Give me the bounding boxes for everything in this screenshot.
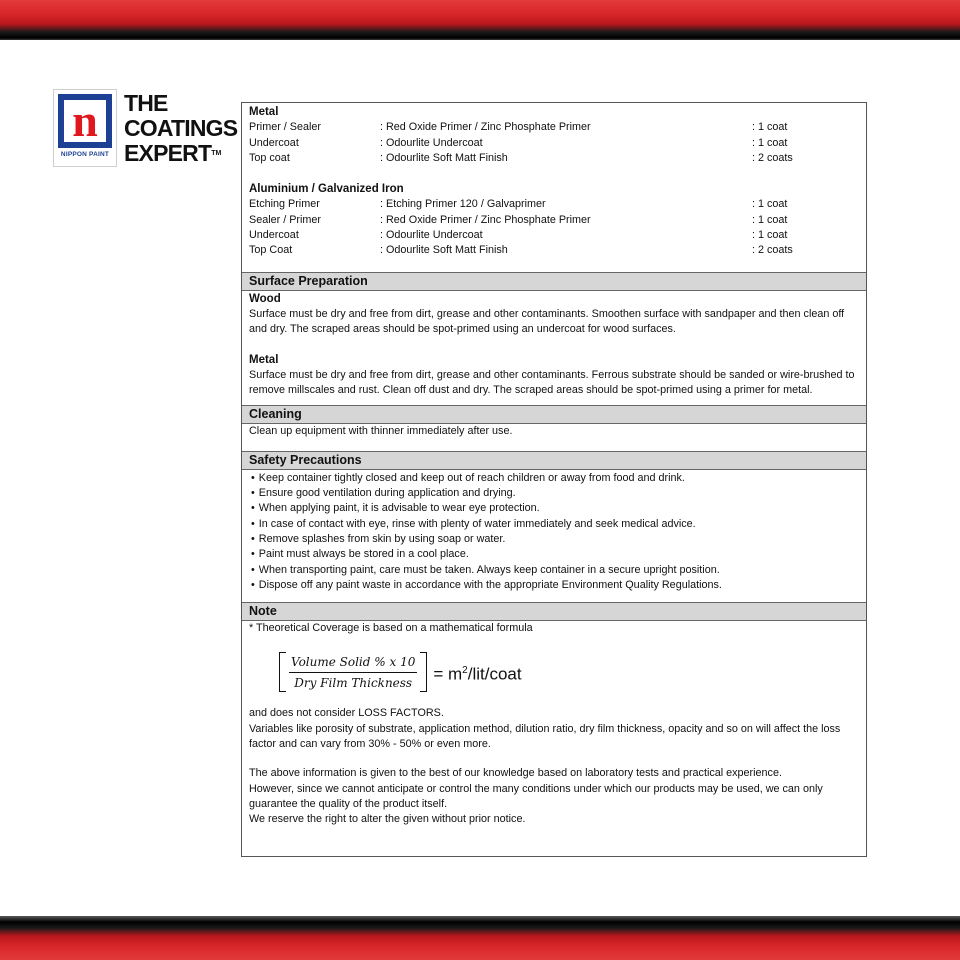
coat-count: : 2 coats — [752, 151, 793, 164]
system-row — [249, 120, 859, 135]
cleaning-body — [242, 424, 866, 450]
cleaning-text: Clean up equipment with thinner immediately after use. — [249, 425, 513, 438]
cleaning-heading: Cleaning — [242, 405, 866, 424]
formula-result-sup: 2 — [462, 664, 468, 676]
note-intro: * Theoretical Coverage is based on a mathematical formula — [249, 622, 533, 635]
coat-label: Sealer / Primer — [249, 213, 321, 226]
safety-body — [242, 470, 866, 602]
system-row — [249, 213, 859, 228]
tagline-line1: THE — [124, 90, 168, 116]
formula-denominator: Dry Film Thickness — [294, 675, 413, 690]
safety-heading: Safety Precautions — [242, 451, 866, 470]
list-item: • Paint must always be stored in a cool place. — [249, 547, 859, 562]
loss-factors-text: and does not consider LOSS FACTORS. — [249, 707, 444, 720]
variables-text: Variables like porosity of substrate, application method, dilution ratio, dry film thickness, opacity and so on will affect the loss factor and can vary from 30% - 50% or even more. — [249, 722, 841, 751]
tagline-line2: COATINGS — [124, 115, 238, 141]
coverage-formula — [279, 648, 859, 696]
coat-count: : 2 coats — [752, 244, 793, 257]
coat-count: : 1 coat — [752, 229, 788, 242]
list-item: • Remove splashes from skin by using soap or water. — [249, 532, 859, 547]
aluminium-heading: Aluminium / Galvanized Iron — [249, 183, 404, 196]
safety-list — [249, 471, 859, 593]
metal-prep-heading: Metal — [249, 353, 279, 366]
disclaimer-line2: However, since we cannot anticipate or control the many conditions under which our products may be used, we can only guarantee the quality of the product itself. — [249, 782, 823, 810]
coat-label: Primer / Sealer — [249, 121, 321, 134]
coat-product: : Red Oxide Primer / Zinc Phosphate Primer — [380, 121, 591, 134]
list-item: • When transporting paint, care must be taken. Always keep container in a secure upright position. — [249, 563, 859, 578]
coat-product: : Odourlite Soft Matt Finish — [380, 151, 508, 164]
disclaimer-line1: The above information is given to the best of our knowledge based on laboratory tests and practical experience. — [249, 767, 782, 780]
top-red-band — [0, 0, 960, 40]
list-item: • Keep container tightly closed and keep out of reach children or away from food and drink. — [249, 471, 859, 486]
coat-label: Top coat — [249, 151, 290, 164]
system-row — [249, 136, 859, 151]
metal-heading: Metal — [249, 106, 279, 118]
list-item: • Dispose off any paint waste in accordance with the appropriate Environment Quality Regulations. — [249, 578, 859, 593]
note-body — [242, 621, 866, 827]
wood-heading: Wood — [249, 292, 281, 305]
formula-fraction — [286, 653, 420, 692]
list-item: • Ensure good ventilation during application and drying. — [249, 486, 859, 501]
system-row — [249, 151, 859, 166]
formula-result-prefix: = m — [433, 664, 463, 684]
note-heading: Note — [242, 602, 866, 621]
tagline-line3-text: EXPERT — [124, 140, 212, 166]
logo-badge — [53, 89, 117, 167]
bottom-red-band — [0, 916, 960, 960]
trademark-mark: TM — [211, 150, 222, 157]
metal-system — [242, 103, 866, 166]
logo-tagline — [124, 91, 237, 166]
coat-label: Top Coat — [249, 244, 293, 257]
datasheet-box — [241, 102, 867, 857]
logo-letter: n — [72, 95, 98, 146]
coat-label: Undercoat — [249, 229, 299, 242]
list-item: • When applying paint, it is advisable to wear eye protection. — [249, 501, 859, 516]
aluminium-system — [242, 182, 866, 258]
system-row — [249, 197, 859, 212]
coat-label: Undercoat — [249, 136, 299, 149]
surface-preparation-body — [242, 291, 866, 406]
formula-numerator: Volume Solid % x 10 — [289, 653, 417, 673]
system-row — [249, 243, 859, 258]
tagline-line3 — [124, 141, 237, 166]
coat-product: : Odourlite Soft Matt Finish — [380, 244, 508, 257]
formula-right-bracket — [420, 652, 427, 692]
coat-count: : 1 coat — [752, 213, 788, 226]
logo-emblem-icon — [58, 94, 112, 148]
coat-label: Etching Primer — [249, 198, 320, 211]
system-row — [249, 228, 859, 243]
coat-count: : 1 coat — [752, 121, 788, 134]
logo-caption: NIPPON PAINT — [60, 151, 110, 158]
metal-prep-text: Surface must be dry and free from dirt, grease and other contaminants. Ferrous substrate should be sanded or wire-brushed to remove millscales and rust. Clean off dust and dry. The scraped areas should be spot-primed using a primer for metal. — [249, 368, 855, 397]
coat-product: : Odourlite Undercoat — [380, 229, 483, 242]
wood-text: Surface must be dry and free from dirt, grease and other contaminants. Smoothen surface with sandpaper and then clean off and dry. The scraped areas should be spot-primed using an undercoat for wood surfaces. — [249, 307, 845, 336]
surface-preparation-heading: Surface Preparation — [242, 272, 866, 291]
formula-left-bracket — [279, 652, 286, 692]
disclaimer-line3: We reserve the right to alter the given without prior notice. — [249, 813, 526, 826]
formula-result-suffix: /lit/coat — [467, 664, 522, 684]
list-item: • In case of contact with eye, rinse with plenty of water immediately and seek medical advice. — [249, 517, 859, 532]
nippon-paint-logo — [53, 89, 243, 169]
coat-product: : Red Oxide Primer / Zinc Phosphate Primer — [380, 213, 591, 226]
coat-product: : Etching Primer 120 / Galvaprimer — [380, 198, 546, 211]
coat-count: : 1 coat — [752, 136, 788, 149]
formula-result — [433, 663, 521, 682]
coat-product: : Odourlite Undercoat — [380, 136, 483, 149]
coat-count: : 1 coat — [752, 198, 788, 211]
